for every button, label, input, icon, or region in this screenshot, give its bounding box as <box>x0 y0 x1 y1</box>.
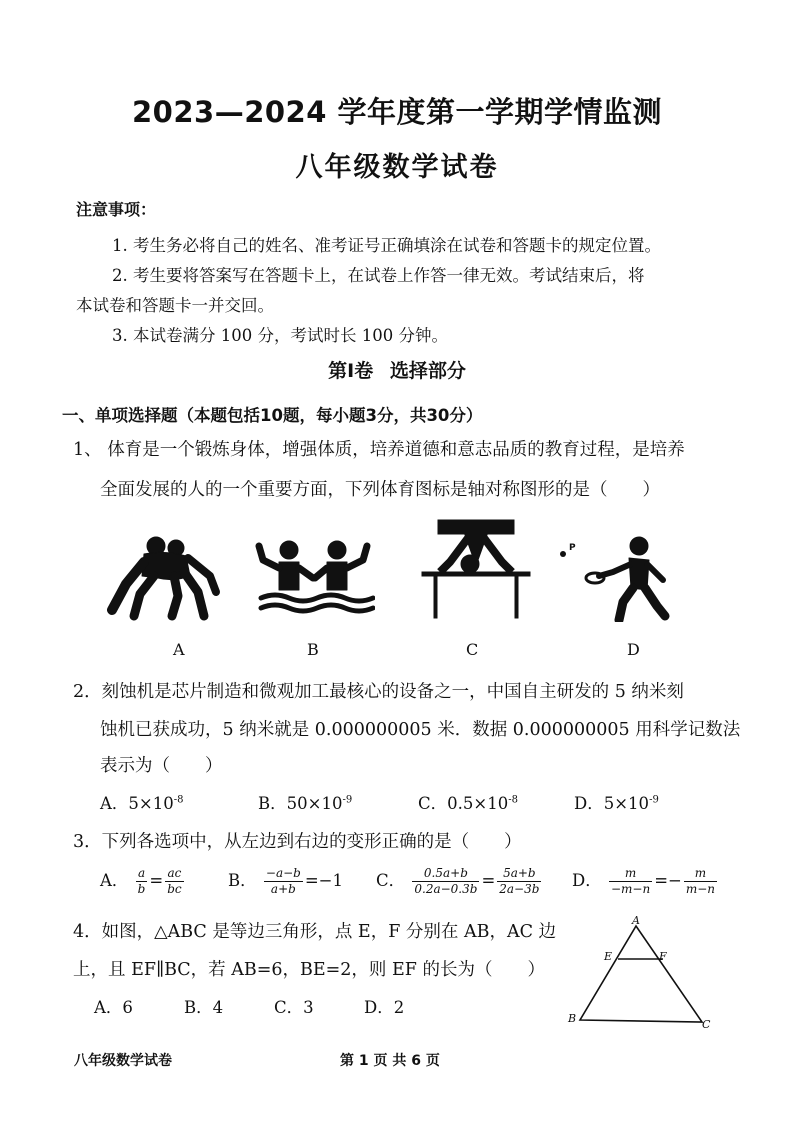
vertex-label-c: C <box>702 1018 711 1031</box>
q4-option-b: B．4 <box>184 998 224 1017</box>
q1-line-2: 全面发展的人的一个重要方面，下列体育图标是轴对称图形的是（ ） <box>100 480 660 500</box>
badminton-mark: P <box>569 543 576 553</box>
water-polo-icon <box>255 538 375 624</box>
q2-line-1: 2．刻蚀机是芯片制造和微观加工最核心的设备之一，中国自主研发的 5 纳米刻 <box>73 682 684 702</box>
q1-label-c: C <box>466 640 479 659</box>
q4-line-1: 4．如图，△ABC 是等边三角形，点 E，F 分别在 AB，AC 边 <box>73 922 557 942</box>
q3-option-c: C． $\frac{0.5a+b}{0.2a-0.3b}$ = $\frac{5a+b}{2a-3b}$ <box>376 866 540 896</box>
notes-heading: 注意事项： <box>76 200 157 219</box>
q2-line-2: 蚀机已获成功，5 纳米就是 0.000000005 米．数据 0.000000005 用科学记数法 <box>100 720 741 740</box>
q3-option-a: A． $\frac{a}{b}$ = $\frac{ac}{bc}$ <box>100 866 182 896</box>
q3-line: 3．下列各选项中，从左边到右边的变形正确的是（ ） <box>73 832 522 852</box>
q1-label-a: A <box>173 640 185 659</box>
note-line-3: 3. 本试卷满分 100 分，考试时长 100 分钟。 <box>112 326 448 345</box>
triangle-figure <box>562 914 722 1038</box>
note-line-1: 1. 考生务必将自己的姓名、准考证号正确填涂在试卷和答题卡的规定位置。 <box>112 236 661 255</box>
q1-line-1: 1、 体育是一个锻炼身体，增强体质，培养道德和意志品质的教育过程，是培养 <box>73 440 685 460</box>
q1-label-b: B <box>307 640 319 659</box>
wrestling-icon <box>104 532 224 626</box>
q4-option-d: D．2 <box>364 998 405 1017</box>
q1-label-d: D <box>627 640 640 659</box>
badminton-icon <box>553 536 673 626</box>
point-label-f: F <box>659 950 667 963</box>
footer-page-number: 第 1 页 共 6 页 <box>340 1053 440 1069</box>
exam-subtitle: 八年级数学试卷 <box>295 152 499 183</box>
part-heading: 一、单项选择题（本题包括10题，每小题3分，共30分） <box>62 406 483 425</box>
q2-option-d: D．$5\times 10^{-9}$ <box>574 794 659 813</box>
footer-title: 八年级数学试卷 <box>74 1053 172 1069</box>
section-heading: 第Ⅰ卷 选择部分 <box>328 360 466 382</box>
vertex-label-b: B <box>568 1012 577 1025</box>
q3-option-b: B． $\frac{-a-b}{a+b}$ =−1 <box>228 866 343 896</box>
q2-line-3: 表示为（ ） <box>100 756 223 776</box>
point-label-e: E <box>604 950 613 963</box>
q2-option-c: C．$0.5\times 10^{-8}$ <box>418 794 518 813</box>
q2-option-a: A．$5\times 10^{-8}$ <box>100 794 184 813</box>
note-line-2: 2. 考生要将答案写在答题卡上，在试卷上作答一律无效。考试结束后，将 <box>112 266 645 285</box>
note-line-2-cont: 本试卷和答题卡一并交回。 <box>76 296 274 315</box>
q4-option-a: A．6 <box>94 998 133 1017</box>
gymnastics-icon <box>420 518 532 624</box>
q2-option-b: B．$50\times 10^{-9}$ <box>258 794 353 813</box>
vertex-label-a: A <box>632 914 640 927</box>
q4-line-2: 上，且 EF∥BC，若 AB=6，BE=2，则 EF 的长为（ ） <box>73 960 545 980</box>
q3-option-d: D． $\frac{m}{-m-n}$ =− $\frac{m}{m-n}$ <box>572 866 716 896</box>
exam-title: 2023—2024 学年度第一学期学情监测 <box>131 95 663 129</box>
q4-option-c: C．3 <box>274 998 314 1017</box>
